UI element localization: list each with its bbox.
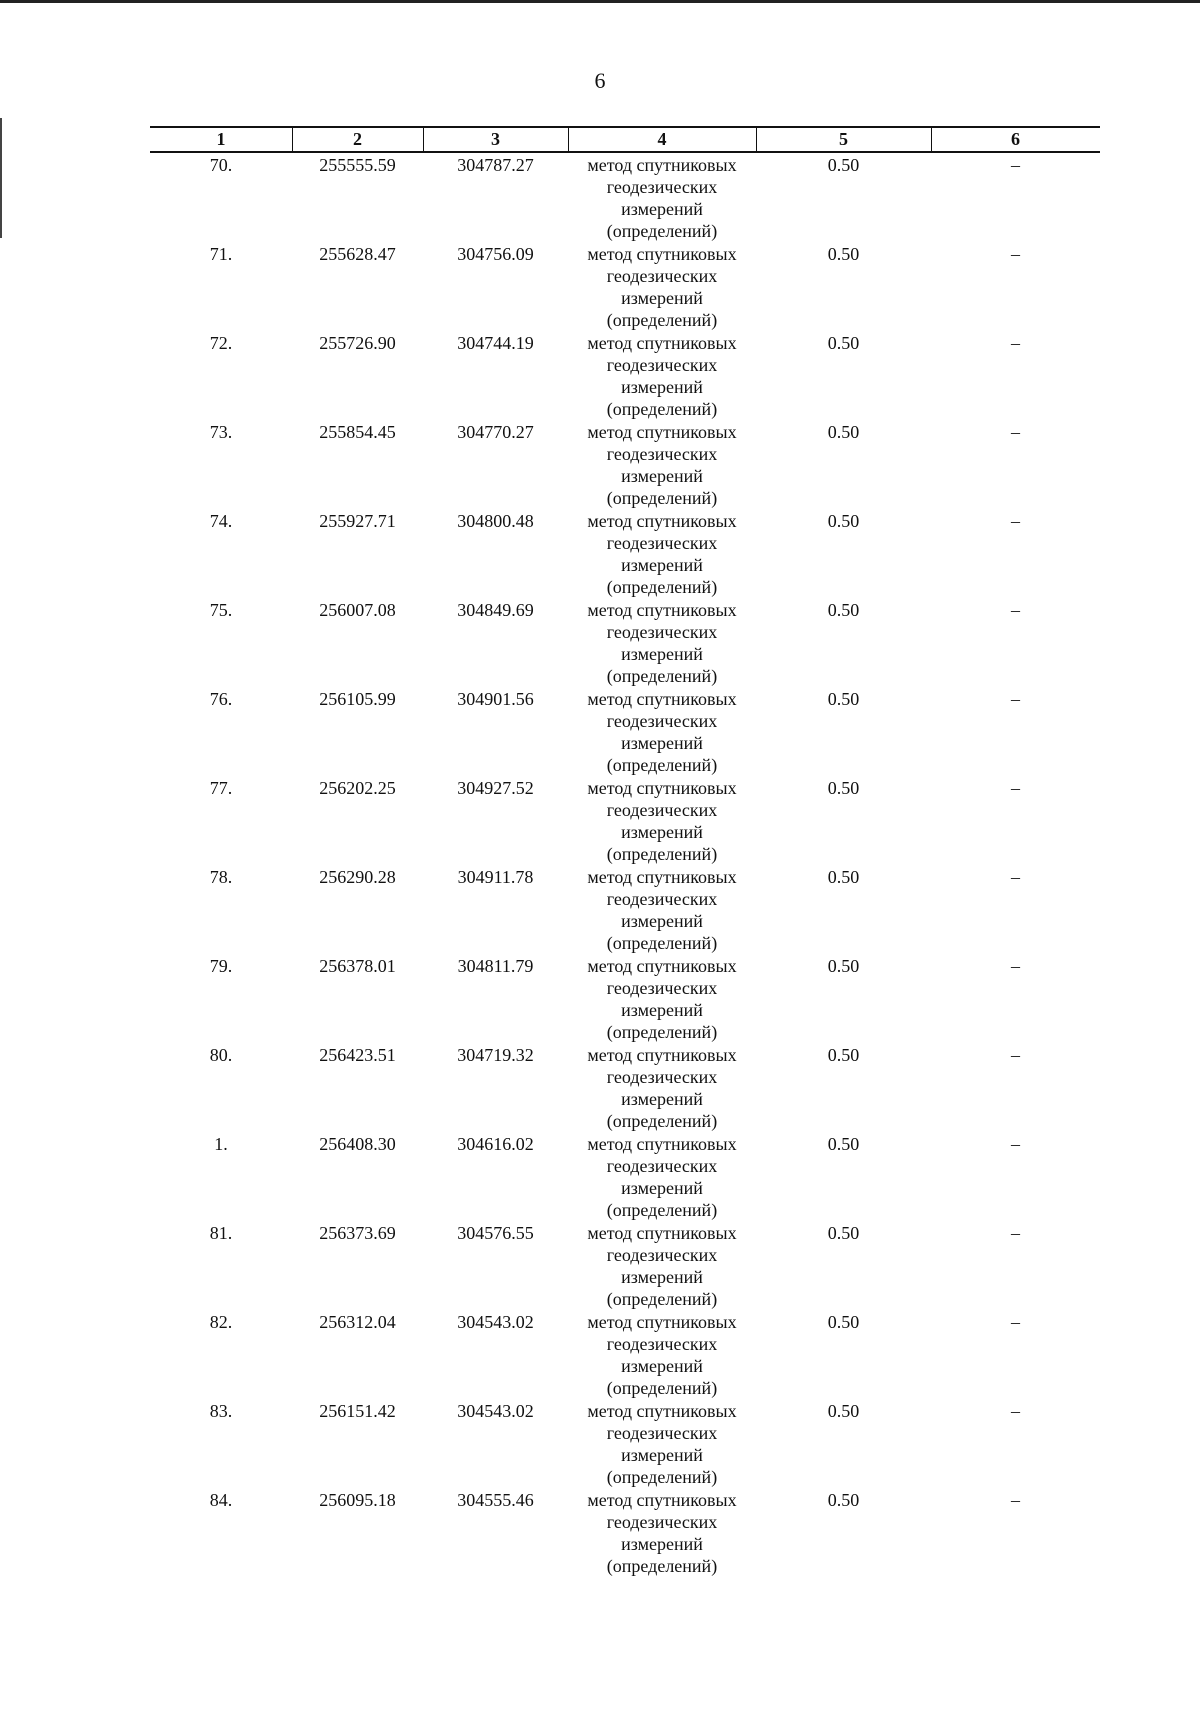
coordinate-x: 256151.42 xyxy=(319,1401,396,1421)
coordinate-x: 255555.59 xyxy=(319,155,396,175)
method-line: измерений xyxy=(621,377,703,397)
method-line: измерений xyxy=(621,199,703,219)
point-description: – xyxy=(1011,867,1020,887)
coordinate-x: 256007.08 xyxy=(319,600,396,620)
method-line: геодезических xyxy=(606,1156,718,1176)
method-line: геодезических xyxy=(606,355,718,375)
point-number: 84. xyxy=(209,1490,233,1510)
header-col-4: 4 xyxy=(657,129,667,149)
table-row xyxy=(150,1133,1100,1222)
coordinate-y: 304927.52 xyxy=(457,778,534,798)
accuracy-value: 0.50 xyxy=(827,1490,860,1510)
method-line: (определений) xyxy=(606,1200,718,1220)
point-number: 81. xyxy=(209,1223,233,1243)
accuracy-value: 0.50 xyxy=(827,1312,860,1332)
coordinate-y: 304543.02 xyxy=(457,1401,534,1421)
point-number: 77. xyxy=(209,778,233,798)
coordinate-x: 255628.47 xyxy=(319,244,396,264)
method-line: геодезических xyxy=(606,889,718,909)
point-number: 1. xyxy=(214,1134,228,1154)
point-description: – xyxy=(1011,956,1020,976)
table-row xyxy=(150,332,1100,421)
header-col-5: 5 xyxy=(839,129,848,149)
accuracy-value: 0.50 xyxy=(827,600,860,620)
point-description: – xyxy=(1011,511,1020,531)
point-number: 82. xyxy=(209,1312,233,1332)
measurement-method xyxy=(568,154,756,242)
method-line: геодезических xyxy=(606,1245,718,1265)
table-row xyxy=(150,599,1100,688)
coordinate-y: 304911.78 xyxy=(457,867,534,887)
accuracy-value: 0.50 xyxy=(827,778,860,798)
point-number: 78. xyxy=(209,867,233,887)
measurement-method xyxy=(568,1489,756,1577)
measurement-method xyxy=(568,421,756,509)
method-line: метод спутниковых xyxy=(587,778,737,798)
coordinate-x: 256290.28 xyxy=(319,867,396,887)
method-line: геодезических xyxy=(606,266,718,286)
method-line: измерений xyxy=(621,911,703,931)
measurement-method xyxy=(568,1311,756,1399)
measurement-method xyxy=(568,1133,756,1221)
point-number: 73. xyxy=(209,422,233,442)
table-row xyxy=(150,154,1100,243)
method-line: метод спутниковых xyxy=(587,600,737,620)
accuracy-value: 0.50 xyxy=(827,1134,860,1154)
measurement-method xyxy=(568,1044,756,1132)
coordinate-x: 256095.18 xyxy=(319,1490,396,1510)
accuracy-value: 0.50 xyxy=(827,422,860,442)
measurement-method xyxy=(568,599,756,687)
method-line: измерений xyxy=(621,288,703,308)
method-line: геодезических xyxy=(606,1512,718,1532)
coordinate-y: 304770.27 xyxy=(457,422,534,442)
coordinate-y: 304756.09 xyxy=(457,244,534,264)
method-line: метод спутниковых xyxy=(587,867,737,887)
method-line: измерений xyxy=(621,1178,703,1198)
method-line: (определений) xyxy=(606,1378,718,1398)
left-margin-rule xyxy=(0,118,2,238)
coordinate-y: 304800.48 xyxy=(457,511,534,531)
method-line: метод спутниковых xyxy=(587,1401,737,1421)
method-line: (определений) xyxy=(606,1022,718,1042)
method-line: геодезических xyxy=(606,800,718,820)
method-line: измерений xyxy=(621,644,703,664)
accuracy-value: 0.50 xyxy=(827,1401,860,1421)
point-description: – xyxy=(1011,244,1020,264)
coordinate-y: 304849.69 xyxy=(457,600,534,620)
method-line: измерений xyxy=(621,1445,703,1465)
coordinate-y: 304787.27 xyxy=(457,155,534,175)
accuracy-value: 0.50 xyxy=(827,956,860,976)
coordinate-y: 304744.19 xyxy=(457,333,534,353)
point-number: 71. xyxy=(209,244,233,264)
method-line: измерений xyxy=(621,1089,703,1109)
table-row xyxy=(150,1222,1100,1311)
method-line: метод спутниковых xyxy=(587,689,737,709)
coordinate-y: 304719.32 xyxy=(457,1045,534,1065)
table-row xyxy=(150,1044,1100,1133)
method-line: измерений xyxy=(621,555,703,575)
point-number: 83. xyxy=(209,1401,233,1421)
method-line: (определений) xyxy=(606,399,718,419)
point-description: – xyxy=(1011,778,1020,798)
point-number: 80. xyxy=(209,1045,233,1065)
coordinate-x: 256202.25 xyxy=(319,778,396,798)
method-line: метод спутниковых xyxy=(587,1312,737,1332)
point-number: 70. xyxy=(209,155,233,175)
method-line: (определений) xyxy=(606,1556,718,1576)
method-line: метод спутниковых xyxy=(587,422,737,442)
method-line: (определений) xyxy=(606,666,718,686)
method-line: (определений) xyxy=(606,755,718,775)
method-line: (определений) xyxy=(606,1289,718,1309)
method-line: метод спутниковых xyxy=(587,333,737,353)
accuracy-value: 0.50 xyxy=(827,867,860,887)
method-line: измерений xyxy=(621,1000,703,1020)
point-description: – xyxy=(1011,1401,1020,1421)
coordinate-x: 256105.99 xyxy=(319,689,396,709)
measurement-method xyxy=(568,1222,756,1310)
accuracy-value: 0.50 xyxy=(827,155,860,175)
coordinate-x: 255726.90 xyxy=(319,333,396,353)
method-line: (определений) xyxy=(606,310,718,330)
point-description: – xyxy=(1011,600,1020,620)
coordinate-x: 256408.30 xyxy=(319,1134,396,1154)
point-description: – xyxy=(1011,1312,1020,1332)
table-row xyxy=(150,688,1100,777)
coordinate-y: 304616.02 xyxy=(457,1134,534,1154)
page-number: 6 xyxy=(594,68,606,93)
table-row xyxy=(150,510,1100,599)
method-line: метод спутниковых xyxy=(587,511,737,531)
method-line: (определений) xyxy=(606,221,718,241)
method-line: (определений) xyxy=(606,1467,718,1487)
point-description: – xyxy=(1011,333,1020,353)
coordinate-x: 256312.04 xyxy=(319,1312,396,1332)
method-line: геодезических xyxy=(606,444,718,464)
method-line: измерений xyxy=(621,822,703,842)
measurement-method xyxy=(568,332,756,420)
point-description: – xyxy=(1011,1045,1020,1065)
method-line: геодезических xyxy=(606,622,718,642)
measurement-method xyxy=(568,777,756,865)
coordinate-x: 255854.45 xyxy=(319,422,396,442)
measurement-method xyxy=(568,510,756,598)
accuracy-value: 0.50 xyxy=(827,244,860,264)
accuracy-value: 0.50 xyxy=(827,1223,860,1243)
method-line: метод спутниковых xyxy=(587,1045,737,1065)
point-description: – xyxy=(1011,422,1020,442)
method-line: геодезических xyxy=(606,1067,718,1087)
header-col-2: 2 xyxy=(353,129,362,149)
table-row xyxy=(150,243,1100,332)
method-line: измерений xyxy=(621,1534,703,1554)
coordinate-x: 256373.69 xyxy=(319,1223,396,1243)
table-row xyxy=(150,1400,1100,1489)
method-line: метод спутниковых xyxy=(587,1134,737,1154)
measurement-method xyxy=(568,243,756,331)
method-line: метод спутниковых xyxy=(587,244,737,264)
table-row xyxy=(150,421,1100,510)
measurement-method xyxy=(568,688,756,776)
method-line: измерений xyxy=(621,466,703,486)
method-line: геодезических xyxy=(606,711,718,731)
point-number: 75. xyxy=(209,600,233,620)
table-row xyxy=(150,1489,1100,1578)
point-number: 74. xyxy=(209,511,233,531)
table-row xyxy=(150,1311,1100,1400)
method-line: метод спутниковых xyxy=(587,1223,737,1243)
method-line: метод спутниковых xyxy=(587,1490,737,1510)
coordinate-y: 304576.55 xyxy=(457,1223,534,1243)
coordinate-x: 255927.71 xyxy=(319,511,396,531)
header-col-6: 6 xyxy=(1011,129,1020,149)
measurement-method xyxy=(568,955,756,1043)
header-col-1: 1 xyxy=(216,129,226,149)
point-description: – xyxy=(1011,1134,1020,1154)
coordinate-x: 256378.01 xyxy=(319,956,396,976)
method-line: (определений) xyxy=(606,844,718,864)
measurement-method xyxy=(568,1400,756,1488)
accuracy-value: 0.50 xyxy=(827,511,860,531)
method-line: измерений xyxy=(621,1267,703,1287)
method-line: геодезических xyxy=(606,1423,718,1443)
table-header-row xyxy=(150,128,1100,153)
coordinate-y: 304555.46 xyxy=(457,1490,534,1510)
coordinate-x: 256423.51 xyxy=(319,1045,396,1065)
method-line: геодезических xyxy=(606,1334,718,1354)
method-line: метод спутниковых xyxy=(587,956,737,976)
accuracy-value: 0.50 xyxy=(827,1045,860,1065)
method-line: измерений xyxy=(621,733,703,753)
point-description: – xyxy=(1011,1223,1020,1243)
table-row xyxy=(150,777,1100,866)
point-number: 72. xyxy=(209,333,233,353)
point-number: 76. xyxy=(209,689,233,709)
coordinate-y: 304543.02 xyxy=(457,1312,534,1332)
method-line: метод спутниковых xyxy=(587,155,737,175)
accuracy-value: 0.50 xyxy=(827,333,860,353)
coordinate-y: 304811.79 xyxy=(457,956,534,976)
method-line: (определений) xyxy=(606,488,718,508)
table-row xyxy=(150,955,1100,1044)
coordinate-y: 304901.56 xyxy=(457,689,534,709)
method-line: геодезических xyxy=(606,533,718,553)
method-line: измерений xyxy=(621,1356,703,1376)
method-line: (определений) xyxy=(606,1111,718,1131)
table-row xyxy=(150,866,1100,955)
point-description: – xyxy=(1011,155,1020,175)
point-description: – xyxy=(1011,1490,1020,1510)
method-line: геодезических xyxy=(606,978,718,998)
header-col-3: 3 xyxy=(491,129,500,149)
method-line: (определений) xyxy=(606,577,718,597)
method-line: геодезических xyxy=(606,177,718,197)
point-description: – xyxy=(1011,689,1020,709)
method-line: (определений) xyxy=(606,933,718,953)
top-page-rule xyxy=(0,0,1200,3)
measurement-method xyxy=(568,866,756,954)
point-number: 79. xyxy=(209,956,233,976)
accuracy-value: 0.50 xyxy=(827,689,860,709)
